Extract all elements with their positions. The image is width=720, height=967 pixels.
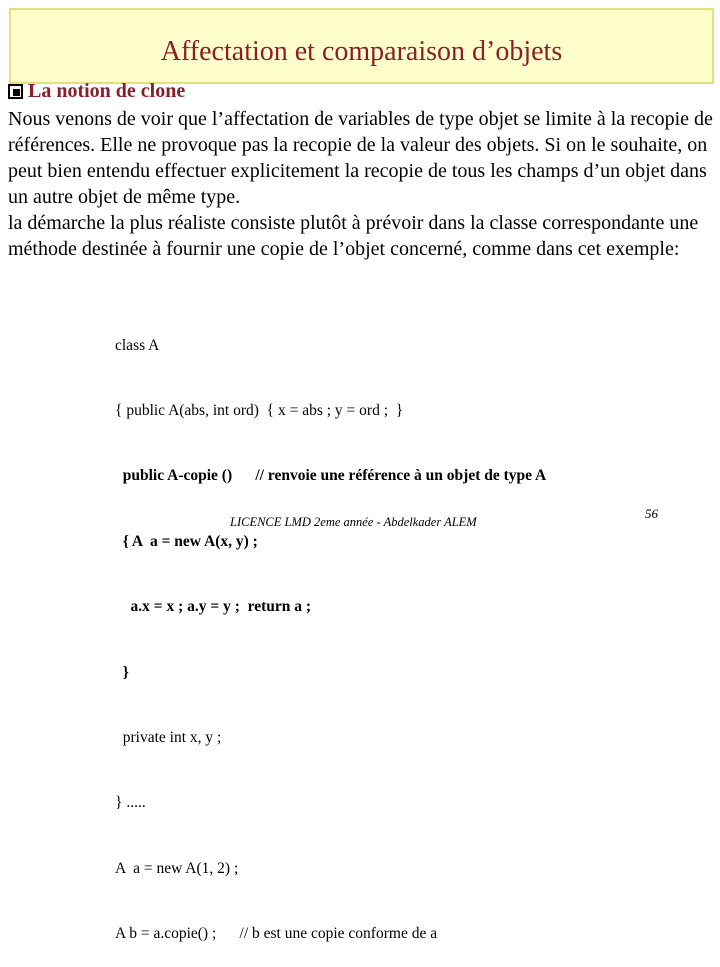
square-bullet-icon: [8, 84, 23, 99]
footer-text: LICENCE LMD 2eme année - Abdelkader ALEM: [230, 515, 477, 529]
code-line: } .....: [115, 794, 146, 812]
code-line: A b = a.copie() ; // b est une copie conforme de a: [115, 925, 438, 943]
section-heading: [8, 80, 185, 103]
code-line: { public A(abs, int ord) { x = abs ; y = ord ; }: [115, 401, 404, 419]
page-number: 56: [645, 506, 658, 521]
code-line: a.x = x ; a.y = y ; return a ;: [115, 598, 312, 616]
code-line: { A a = new A(x, y) ;: [115, 532, 258, 550]
title-banner: [9, 8, 714, 84]
paragraph-2: la démarche la plus réaliste consiste plutôt à prévoir dans la classe correspondante une méthode destinée à fournir une copie de l’objet concerné, comme dans cet exemple:: [8, 212, 699, 260]
code-line: A a = new A(1, 2) ;: [115, 859, 239, 877]
code-line: class A: [115, 336, 160, 354]
code-example: [115, 291, 546, 967]
paragraph-1: Nous venons de voir que l’affectation de variables de type objet se limite à la recopie de références. Elle ne provoque pas la recopie de la valeur des objets. Si on le souhaite, on peut bien entendu effectuer explicitement la recopie de tous les champs d’un objet dans un autre objet de même type.: [8, 108, 713, 208]
code-line: public A-copie () // renvoie une référence à un objet de type A: [115, 467, 547, 485]
slide-title: Affectation et comparaison d’objets: [160, 36, 563, 67]
code-line: }: [115, 663, 129, 681]
section-heading-text: La notion de clone: [28, 80, 186, 102]
code-line: private int x, y ;: [115, 728, 222, 746]
